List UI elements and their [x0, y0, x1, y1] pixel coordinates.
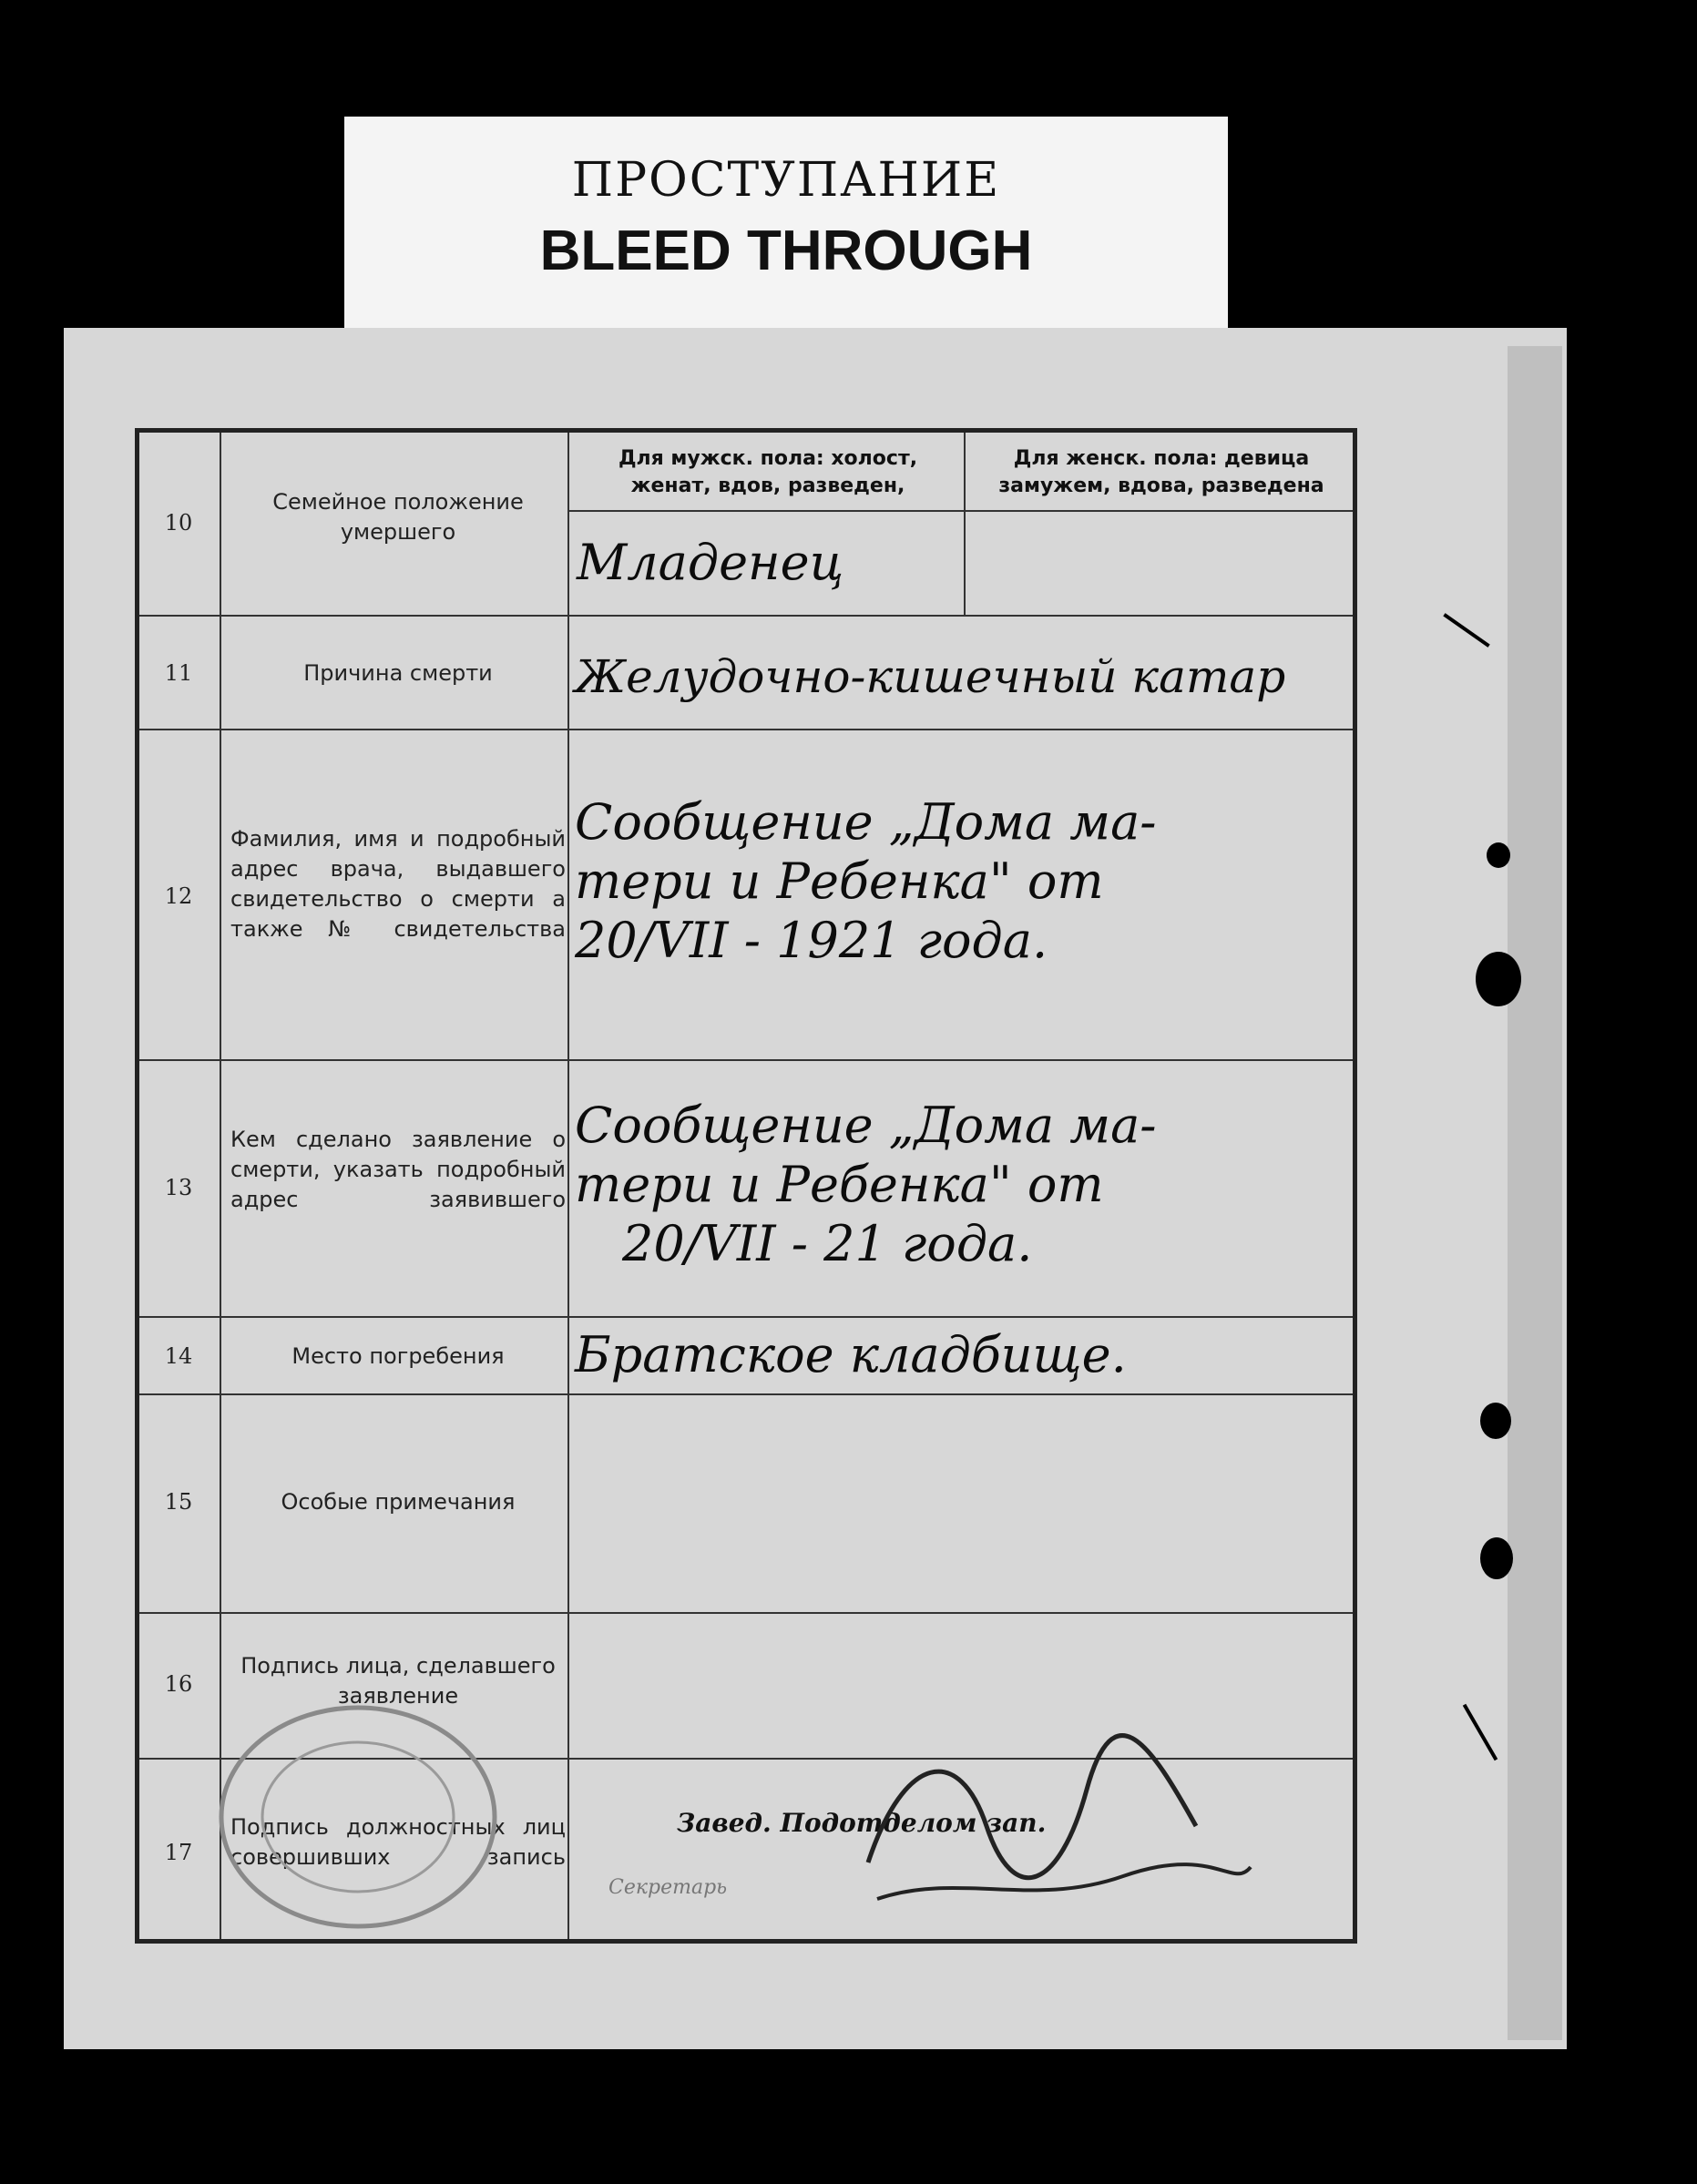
handwritten-cause-of-death: Желудочно-кишечный катар — [575, 650, 1286, 703]
handwritten-burial-place: Братское кладбище. — [575, 1326, 1127, 1383]
death-record-form — [135, 428, 1357, 1944]
row-label: Место погребения — [291, 1343, 505, 1369]
row-number: 16 — [164, 1671, 193, 1697]
official-stamp-icon — [148, 1689, 531, 1944]
row-divider — [139, 1393, 1353, 1395]
row-divider — [567, 510, 1353, 512]
row-divider — [139, 1059, 1353, 1061]
row-label: Подпись должностных лиц совершивших запись — [230, 1814, 566, 1870]
handwritten-declarant-line-2: тери и Ребенка" от — [575, 1156, 1104, 1213]
page-edge — [1508, 346, 1562, 2040]
row-number: 14 — [164, 1343, 193, 1369]
handwritten-doctor-line-2: тери и Ребенка" от — [575, 852, 1104, 910]
handwritten-doctor-line-1: Сообщение „Дома ма- — [575, 793, 1157, 851]
row-divider — [139, 1316, 1353, 1318]
handwritten-doctor-line-3: 20/VII - 1921 года. — [575, 912, 1048, 969]
punch-hole — [1480, 1537, 1513, 1579]
row-label: Кем сделано заявление о смерти, указать подробный адрес заявившего — [230, 1127, 566, 1212]
row-number: 11 — [164, 660, 193, 686]
marital-options-male: Для мужск. пола: холост, женат, вдов, разведен, — [618, 447, 918, 497]
row-number: 10 — [164, 510, 193, 536]
handwritten-declarant-line-1: Сообщение „Дома ма- — [575, 1097, 1157, 1154]
row-number: 13 — [164, 1175, 193, 1200]
marital-options-female: Для женск. пола: девица замужем, вдова, разведена — [998, 447, 1324, 497]
row-label: Причина смерти — [303, 660, 493, 686]
handwritten-declarant-line-3: 20/VII - 21 года. — [622, 1215, 1033, 1272]
row-divider — [139, 1612, 1353, 1614]
row-label: Подпись лица, сделавшего заявление — [240, 1653, 556, 1709]
header-card — [344, 117, 1228, 344]
row-number: 15 — [164, 1489, 193, 1515]
row-number: 12 — [164, 883, 193, 909]
head-of-subdepartment-title: Завед. Подотделом зап. — [677, 1808, 1047, 1838]
row-label: Особые примечания — [281, 1489, 516, 1515]
header-title-en: BLEED THROUGH — [539, 219, 1033, 282]
secretary-label: Секретарь — [608, 1876, 728, 1899]
punch-hole — [1487, 842, 1510, 868]
header-title-ru: ПРОСТУПАНИЕ — [571, 153, 1001, 208]
handwritten-marital-status: Младенец — [577, 534, 844, 591]
row-label: Фамилия, имя и подробный адрес врача, выдавшего свидетельство о смерти а также № свидетельства — [230, 826, 566, 942]
row-divider — [139, 615, 1353, 617]
row-number: 17 — [164, 1840, 193, 1865]
signature-icon — [850, 1717, 1260, 1917]
column-divider — [964, 433, 966, 615]
row-divider — [139, 729, 1353, 730]
column-divider — [567, 433, 569, 1939]
row-label: Семейное положение умершего — [272, 489, 524, 545]
punch-hole — [1480, 1403, 1511, 1439]
punch-hole — [1476, 952, 1521, 1006]
